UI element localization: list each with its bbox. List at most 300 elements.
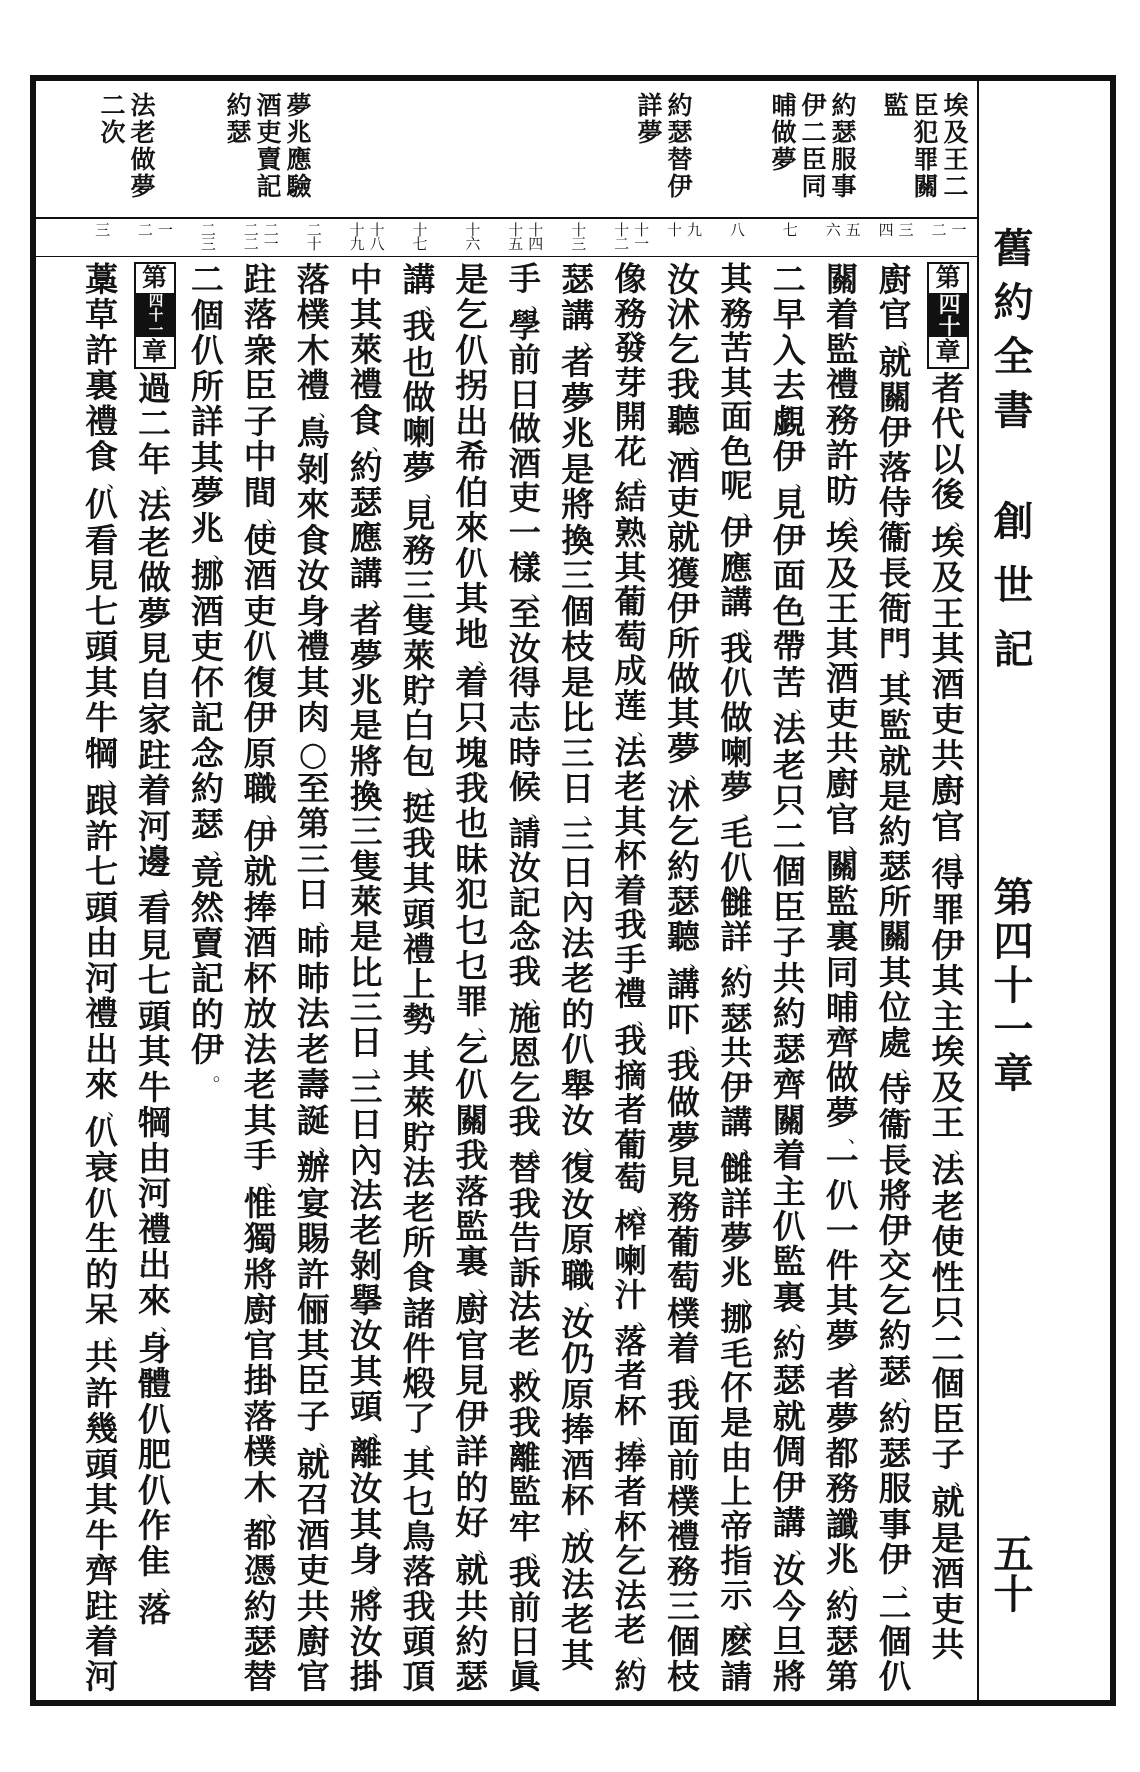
glyph: ○ (298, 733, 328, 773)
glyph: 眞 (508, 1658, 541, 1697)
headnote: 法老做夢二次 (97, 92, 156, 200)
glyph: 務 (667, 1551, 700, 1591)
verse-numbers (389, 222, 449, 254)
glyph: 仈 (138, 1399, 171, 1439)
glyph: 吏 (931, 1589, 965, 1629)
glyph: 都 (243, 1515, 277, 1555)
glyph: 夢 (825, 1316, 859, 1356)
glyph: 仈 (720, 849, 753, 888)
glyph: 其 (931, 629, 965, 669)
glyph: 杯 (614, 1507, 647, 1546)
glyph: 我 (614, 1022, 647, 1061)
glyph: 伊 (667, 588, 700, 628)
glyph: 、 (794, 694, 815, 718)
glyph: 、 (530, 580, 550, 603)
glyph: 是 (878, 776, 912, 816)
glyph: 辦 (296, 1148, 330, 1188)
glyph: 裏 (772, 1277, 806, 1317)
glyph: 着 (85, 1621, 119, 1661)
glyph: 夢 (667, 1117, 700, 1157)
glyph: 酒 (243, 923, 277, 963)
verse-number: 三 (896, 222, 915, 236)
column-text (235, 262, 285, 1695)
glyph: 將 (349, 1587, 383, 1627)
glyph: 比 (561, 698, 595, 738)
glyph: 、 (847, 1570, 868, 1594)
glyph: 我 (508, 1404, 541, 1442)
glyph: 其 (349, 1351, 383, 1391)
glyph: 職 (243, 768, 277, 808)
glyph: 聽 (667, 400, 700, 440)
glyph: 務 (825, 400, 859, 440)
glyph: 廚 (243, 1290, 277, 1330)
glyph: 、 (689, 1031, 709, 1055)
glyph: 講 (720, 583, 753, 622)
verse-numbers (336, 222, 396, 254)
column-text (130, 368, 180, 1629)
glyph: 我 (508, 952, 541, 991)
glyph: 掛 (349, 1657, 383, 1697)
glyph: 三 (561, 556, 595, 596)
text-column (764, 262, 814, 1695)
glyph: 落 (296, 260, 330, 299)
glyph: 昁 (296, 958, 330, 998)
glyph: 、 (742, 614, 762, 637)
glyph: 誕 (296, 1100, 330, 1140)
text-column (130, 262, 180, 1627)
verse-numbers (495, 222, 555, 254)
verse-numbers (654, 222, 714, 254)
glyph: 昁 (296, 923, 330, 963)
glyph: 煅 (402, 1363, 436, 1403)
glyph: 汝 (561, 1184, 595, 1224)
glyph: 放 (243, 994, 277, 1034)
glyph: 個 (561, 591, 595, 631)
glyph: 中 (349, 260, 383, 299)
glyph: 瑟 (190, 804, 224, 844)
verse-numbers (759, 222, 819, 254)
glyph: 貯 (402, 1117, 436, 1157)
glyph: 食 (85, 437, 119, 477)
glyph: 杯 (614, 837, 647, 876)
glyph: 身 (296, 591, 330, 631)
glyph: 性 (931, 1257, 965, 1297)
glyph: 汝 (349, 1316, 383, 1356)
glyph: 同 (825, 952, 859, 992)
glyph: 、 (159, 471, 180, 494)
glyph: 約 (614, 1658, 647, 1697)
glyph: 恩 (508, 1034, 541, 1073)
glyph: 上 (720, 1473, 753, 1512)
glyph: 隻 (402, 601, 436, 640)
glyph: 、 (636, 1642, 656, 1665)
glyph: 仈 (85, 1183, 119, 1223)
glyph: 過 (138, 368, 171, 408)
glyph: 伊 (772, 437, 806, 477)
glyph: 、 (900, 655, 921, 679)
glyph: 衙 (878, 588, 912, 628)
glyph: 事 (878, 1504, 912, 1544)
glyph: 約 (243, 1586, 277, 1626)
glyph: 約 (772, 994, 806, 1034)
glyph: 瑟 (772, 1361, 806, 1401)
glyph: 老 (614, 768, 647, 807)
glyph: 喇 (614, 1241, 647, 1280)
glyph: 夢 (825, 1399, 859, 1439)
verse-numbers (72, 222, 132, 254)
glyph: 肥 (138, 1435, 171, 1475)
glyph: 者 (614, 1473, 647, 1512)
column-text (817, 262, 867, 1695)
glyph: 許 (85, 1373, 119, 1413)
verse-number: 七 (780, 222, 799, 236)
glyph: 其 (825, 1281, 859, 1321)
glyph: 伊 (878, 1210, 912, 1250)
column-text (394, 262, 444, 1695)
glyph: 鳥 (402, 1516, 436, 1556)
glyph: 替 (508, 1149, 541, 1188)
glyph: 惟 (243, 1183, 277, 1223)
glyph: 得 (508, 664, 541, 703)
glyph: 晡 (825, 987, 859, 1027)
glyph: 花 (614, 432, 647, 471)
glyph: 關 (825, 260, 859, 299)
glyph: 跓 (85, 1586, 119, 1626)
glyph: 夢 (720, 1219, 753, 1258)
glyph: 瑟 (878, 1351, 912, 1391)
glyph: 、 (530, 1354, 550, 1377)
chapter-marker-suffix: 章 (935, 337, 961, 367)
glyph: 講 (720, 1103, 753, 1142)
headnote: 夢兆應驗酒吏賣記約瑟 (223, 92, 312, 200)
glyph: 復 (561, 1149, 595, 1189)
glyph: 、 (212, 540, 233, 563)
glyph: 汝 (508, 849, 541, 888)
glyph: 個 (772, 852, 806, 892)
verse-number: 一 (156, 222, 174, 236)
glyph: 、 (583, 327, 603, 350)
glyph: 至 (296, 768, 330, 808)
verse-numbers (283, 222, 343, 254)
glyph: 伊 (190, 1030, 224, 1070)
glyph: 憑 (243, 1551, 277, 1591)
glyph: 法 (931, 1151, 965, 1191)
glyph: 侍 (878, 483, 912, 523)
glyph: 埃 (825, 518, 859, 558)
glyph: 挪 (190, 556, 224, 596)
glyph: 後 (931, 475, 965, 514)
glyph: 呆 (85, 1290, 119, 1330)
glyph: 見 (138, 629, 171, 669)
verse-number: 二三 (198, 222, 217, 250)
glyph: 是 (455, 260, 489, 299)
glyph: 、 (424, 1031, 444, 1055)
glyph: 是 (349, 917, 383, 957)
glyph: 裏 (85, 366, 119, 406)
glyph: 萊 (402, 636, 436, 676)
glyph: 、 (583, 800, 603, 824)
glyph: 由 (720, 1438, 753, 1477)
glyph: 其 (296, 1325, 330, 1365)
glyph: 是 (561, 449, 595, 489)
text-column (447, 262, 497, 1695)
glyph: 、 (424, 1430, 444, 1454)
glyph: 其 (720, 363, 753, 402)
glyph: 樸 (296, 295, 330, 335)
glyph: 見 (402, 495, 436, 535)
glyph: 約 (878, 1399, 912, 1439)
glyph: 二 (931, 1328, 965, 1368)
glyph: 落 (138, 1589, 171, 1629)
glyph: 埃 (931, 522, 965, 562)
glyph: 講 (561, 295, 595, 335)
chapter-marker-number: 四十 (929, 293, 967, 337)
glyph: 、 (318, 1132, 339, 1156)
glyph: 身 (138, 1328, 171, 1368)
glyph: 的 (190, 994, 224, 1034)
glyph: 就 (878, 741, 912, 781)
glyph: 二 (772, 260, 806, 299)
glyph: 落 (243, 1396, 277, 1436)
glyph: 子 (243, 401, 277, 441)
verse-number: 二 (136, 222, 154, 236)
glyph: 吏 (243, 591, 277, 631)
glyph: 做 (508, 410, 541, 449)
headnote: 約瑟服事伊二臣同晡做夢 (768, 92, 857, 200)
glyph: 、 (583, 1132, 603, 1156)
glyph: 沭 (667, 776, 700, 816)
glyph: 監 (825, 882, 859, 922)
glyph: 念 (190, 733, 224, 773)
glyph: 關 (825, 847, 859, 887)
glyph: 、 (742, 1608, 762, 1631)
glyph: 裏 (825, 917, 859, 957)
glyph: 前 (667, 1446, 700, 1486)
glyph: 瑟 (772, 1029, 806, 1069)
glyph: 頭 (402, 894, 436, 934)
glyph: 我 (667, 365, 700, 405)
glyph: 其 (667, 694, 700, 734)
glyph: 我 (614, 906, 647, 945)
glyph: 吏 (825, 694, 859, 734)
glyph: 貯 (402, 671, 436, 711)
glyph: 着 (138, 771, 171, 811)
glyph: 毛 (720, 814, 753, 853)
glyph: 汝 (772, 1551, 806, 1591)
glyph: 第 (296, 804, 330, 844)
glyph: 汝 (349, 1622, 383, 1662)
glyph: 吏 (931, 700, 965, 740)
glyph: 帝 (720, 1507, 753, 1546)
glyph: 日 (561, 852, 595, 892)
glyph: 、 (107, 1096, 127, 1120)
glyph: 乞 (455, 1029, 489, 1069)
glyph: 志 (508, 698, 541, 737)
glyph: 主 (772, 1171, 806, 1211)
glyph: 七 (138, 961, 171, 1001)
glyph: 約 (772, 1325, 806, 1365)
glyph: 原 (561, 1220, 595, 1260)
glyph: 見 (772, 485, 806, 525)
text-column (288, 262, 338, 1695)
glyph: 酒 (190, 591, 224, 631)
text-column (394, 262, 444, 1695)
glyph: 廚 (296, 1621, 330, 1661)
glyph: 手 (614, 940, 647, 979)
glyph: 就 (878, 342, 912, 382)
glyph: 面 (720, 398, 753, 437)
glyph: 早 (772, 295, 806, 335)
glyph: 二 (772, 816, 806, 856)
glyph: 約 (455, 1621, 489, 1661)
glyph: 臣 (772, 887, 806, 927)
glyph: 訴 (508, 1253, 541, 1292)
glyph: 芽 (614, 363, 647, 402)
glyph: 詳 (190, 402, 224, 441)
glyph: 萄 (667, 1258, 700, 1298)
glyph: 跓 (138, 735, 171, 775)
glyph: 就 (667, 518, 700, 558)
glyph: 夢 (138, 593, 171, 633)
verse-number: 十八 (367, 222, 386, 250)
glyph: 只 (455, 698, 489, 738)
glyph: 摘 (614, 1056, 647, 1095)
glyph: 臣 (296, 1361, 330, 1401)
glyph: 壽 (296, 1065, 330, 1105)
glyph: 務 (825, 1469, 859, 1509)
glyph: 瑟 (825, 1622, 859, 1662)
glyph: 、 (159, 1573, 180, 1597)
glyph: 、 (742, 1285, 762, 1308)
glyph: 肉 (296, 698, 330, 738)
glyph: 犯 (455, 875, 489, 915)
text-column (235, 262, 285, 1695)
column-text (553, 262, 603, 1673)
glyph: 使 (243, 520, 277, 560)
glyph: 就 (455, 1551, 489, 1591)
glyph: 共 (931, 1625, 965, 1665)
glyph: 廚 (931, 771, 965, 811)
glyph: 、 (318, 397, 339, 421)
glyph: 、 (636, 1191, 656, 1214)
glyph: 瑟 (720, 999, 753, 1038)
glyph: 着 (825, 295, 859, 335)
glyph: 、 (689, 431, 709, 455)
glyph: 榨 (614, 1207, 647, 1245)
glyph: 老 (614, 1611, 647, 1650)
glyph: 候 (508, 768, 541, 807)
glyph: 告 (508, 1219, 541, 1258)
glyph: 個 (667, 1622, 700, 1662)
glyph: 俪 (296, 1290, 330, 1330)
glyph: 許 (85, 816, 119, 856)
glyph: 監 (772, 1242, 806, 1282)
glyph: 昧 (455, 839, 489, 879)
glyph: 三 (561, 733, 595, 773)
verse-numbers (442, 222, 502, 254)
glyph: 昉 (825, 470, 859, 510)
glyph: 服 (878, 1469, 912, 1509)
glyph: 召 (296, 1480, 330, 1520)
glyph: 將 (349, 741, 383, 781)
glyph: 、 (742, 799, 762, 822)
column-text (288, 262, 338, 1695)
glyph: 幾 (85, 1409, 119, 1449)
glyph: 前 (508, 1588, 541, 1627)
glyph: 罪 (931, 890, 965, 930)
glyph: 落 (878, 448, 912, 488)
glyph: 、 (530, 984, 550, 1007)
text-column (182, 260, 233, 1085)
glyph: 換 (561, 520, 595, 560)
glyph: 牛 (85, 698, 119, 738)
glyph: 、 (159, 873, 180, 897)
glyph: 萊 (349, 330, 383, 370)
glyph: 講 (349, 553, 383, 593)
glyph: 旦 (772, 1621, 806, 1661)
glyph: 挪 (720, 1300, 753, 1339)
glyph: 吓 (667, 1000, 700, 1040)
glyph: 伊 (878, 412, 912, 452)
glyph: 監 (455, 1207, 489, 1246)
glyph: 交 (878, 1246, 912, 1286)
glyph: 帶 (772, 627, 806, 667)
text-column (870, 262, 920, 1695)
glyph: 乜 (455, 946, 489, 986)
glyph: 三 (349, 1070, 383, 1110)
glyph: 、 (265, 1167, 286, 1191)
glyph: 夢 (561, 378, 595, 418)
glyph: 老 (243, 1065, 277, 1105)
verse-numbers (706, 222, 766, 254)
glyph: 日 (349, 1105, 383, 1145)
glyph: 個 (190, 295, 224, 335)
verse-numbers (125, 222, 185, 254)
glyph: 間 (243, 472, 277, 512)
glyph: 是 (931, 1518, 965, 1558)
chapter-marker-suffix: 章 (142, 337, 167, 367)
glyph: 入 (772, 330, 806, 370)
glyph: 做 (138, 558, 171, 598)
column-text (500, 262, 550, 1695)
glyph: 汝 (561, 1303, 595, 1343)
glyph: 其 (931, 961, 965, 1001)
glyph: 酒 (561, 1445, 595, 1485)
verse-number: 四 (876, 222, 895, 236)
glyph: 官 (455, 1325, 489, 1365)
glyph: 食 (296, 520, 330, 560)
glyph: 許 (85, 330, 119, 370)
glyph: 其 (825, 623, 859, 663)
glyph: 拐 (455, 366, 489, 406)
glyph: 地 (455, 614, 489, 654)
glyph: 原 (243, 733, 277, 773)
glyph: 、 (159, 1312, 180, 1336)
glyph: 原 (561, 1374, 595, 1414)
column-text (606, 262, 656, 1695)
glyph: 面 (667, 1411, 700, 1451)
glyph: 、 (689, 760, 709, 784)
glyph: 離 (508, 1438, 541, 1477)
text-column (500, 262, 550, 1695)
glyph: 監 (508, 1473, 541, 1512)
glyph: 二 (190, 260, 224, 299)
glyph: 乞 (614, 1542, 647, 1581)
glyph: 內 (349, 1140, 383, 1180)
verse-number: 十九 (347, 222, 366, 250)
glyph: 也 (402, 342, 436, 382)
glyph: 酒 (931, 1554, 965, 1594)
